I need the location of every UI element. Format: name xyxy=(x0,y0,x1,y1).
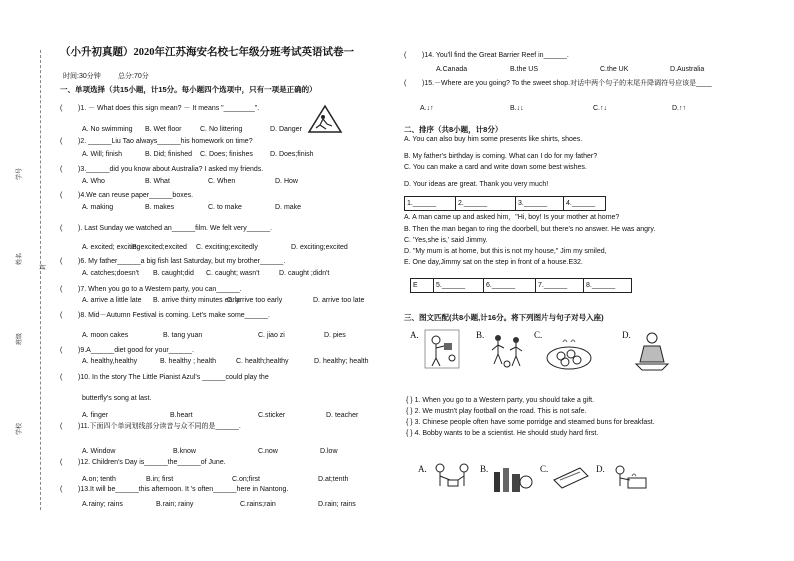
question-4-option-b[interactable]: B. makes xyxy=(145,204,175,211)
question-9-option-b[interactable]: B. healthy ; health xyxy=(160,358,217,365)
q15-option-a[interactable]: A.↓↑ xyxy=(420,105,434,112)
question-12-option-a[interactable]: A.on; tenth xyxy=(82,476,116,483)
binder-label-school: 学校 xyxy=(17,422,23,435)
question-10-option-b[interactable]: B.heart xyxy=(170,412,193,419)
question-3-stem xyxy=(60,164,263,175)
question-text: )11.下面四个单词划线部分读音与众不同的是______. xyxy=(78,423,241,430)
question-11-option-b[interactable]: B.know xyxy=(173,448,196,455)
binder-label-class: 班级 xyxy=(17,332,23,345)
question-text: )1. － What does this sign mean? － It means "________". xyxy=(78,105,260,112)
pic1-label-d: D. xyxy=(622,330,631,340)
question-11-stem xyxy=(60,421,241,432)
question-3-option-c[interactable]: C. When xyxy=(208,178,236,185)
question-11-option-d[interactable]: D.low xyxy=(320,448,338,455)
food-plate-icon xyxy=(552,462,590,490)
question-9-option-d[interactable]: D. healthy; health xyxy=(314,358,369,365)
question-13-option-a[interactable]: A.rainy; rains xyxy=(82,501,123,508)
chef-cooking-icon xyxy=(608,462,650,494)
question-13-option-c[interactable]: C.rains;rain xyxy=(240,501,276,508)
question-7-stem xyxy=(60,284,242,295)
pic2-label-d: D. xyxy=(596,464,605,474)
q15-options xyxy=(420,103,720,114)
question-8-option-c[interactable]: C. jiao zi xyxy=(258,332,285,339)
question-6-option-b[interactable]: B. caught;did xyxy=(153,270,194,277)
q15-row: ( )15.－Where are you going? To the sweet shop.对话中两个句子的末尾升降调符号应该是____ xyxy=(404,80,712,87)
answer-paren[interactable]: ( xyxy=(60,459,63,466)
steamed-buns-icon xyxy=(545,338,593,372)
question-text: )12. Children's Day is______the______of June. xyxy=(78,459,226,466)
order-cell[interactable]: 1.______ xyxy=(407,200,437,207)
question-13-stem xyxy=(60,484,288,495)
answer-paren[interactable]: ( xyxy=(60,105,63,112)
question-5-option-d[interactable]: D. exciting;excited xyxy=(291,244,348,251)
question-8-option-a[interactable]: A. moon cakes xyxy=(82,332,129,339)
binder-label-name: 姓名 xyxy=(17,252,23,265)
question-10-option-a[interactable]: A. finger xyxy=(82,412,109,419)
q15-option-b[interactable]: B.↓↓ xyxy=(510,105,524,112)
answer-paren[interactable]: ( xyxy=(60,423,63,430)
question-4-option-c[interactable]: C. to make xyxy=(208,204,242,211)
s2-line-c: C. You can make a card and write down some best wishes. xyxy=(404,164,587,171)
question-13-option-b[interactable]: B.rain; rainy xyxy=(156,501,194,508)
s2-story-b: B. Then the man began to ring the doorbell, but there's no answer. He was angry. xyxy=(404,226,656,233)
question-7-option-d[interactable]: D. arrive too late xyxy=(313,297,365,304)
order-cell[interactable]: 8.______ xyxy=(583,279,615,292)
pic1-label-c: C. xyxy=(534,330,543,340)
question-6-stem xyxy=(60,256,285,267)
answer-paren[interactable]: ( xyxy=(60,486,63,493)
order-cell[interactable]: 3.______ xyxy=(515,197,547,210)
q14-option-b[interactable]: B.the US xyxy=(510,66,539,73)
pic2-label-b: B. xyxy=(480,464,489,474)
answer-paren[interactable]: ( xyxy=(60,312,63,319)
question-2-option-a[interactable]: A. Will; finish xyxy=(82,151,123,158)
answer-paren[interactable]: ( xyxy=(60,166,63,173)
question-text: )10. In the story The Little Pianist Azul's ______could play the xyxy=(78,374,269,381)
question-12-option-b[interactable]: B.in; first xyxy=(146,476,174,483)
question-1-option-d[interactable]: D. Danger xyxy=(270,126,302,133)
question-text: )2. ______Liu Tao always______his homework on time? xyxy=(78,138,253,145)
question-text: )6. My father______a big fish last Saturday, but my brother______. xyxy=(78,258,286,265)
question-text: )8. Mid－Autumn Festival is coming. Let's make some______. xyxy=(78,312,270,319)
binder-strip xyxy=(0,40,58,540)
question-text: )9.A______diet good for your______. xyxy=(78,347,194,354)
question-3-option-a[interactable]: A. Who xyxy=(82,178,105,185)
question-12-option-c[interactable]: C.on;first xyxy=(232,476,261,483)
binder-seal-mark: 封 xyxy=(41,263,47,270)
question-1-option-b[interactable]: B. Wet floor xyxy=(145,126,182,133)
pic1-label-a: A. xyxy=(410,330,419,340)
question-1-option-c[interactable]: C. No littering xyxy=(200,126,243,133)
answer-paren[interactable]: ( xyxy=(60,374,63,381)
question-5-option-b[interactable]: B. excited;excited xyxy=(132,244,187,251)
question-10-option-d[interactable]: D. teacher xyxy=(326,412,359,419)
exam-time: 时间:30分钟 xyxy=(63,73,101,80)
football-players-icon xyxy=(488,330,528,370)
s2-line-b: B. My father's birthday is coming. What can I do for my father? xyxy=(404,153,598,160)
question-11-option-a[interactable]: A. Window xyxy=(82,448,116,455)
question-5-option-a[interactable]: A. excited; exciting xyxy=(82,244,141,251)
question-1-option-a[interactable]: A. No swimming xyxy=(82,126,133,133)
question-1-stem xyxy=(60,103,259,114)
match-sentence-3: { } 3. Chinese people often have some porridge and steamed buns for breakfast. xyxy=(406,419,655,426)
student-studying-icon xyxy=(632,328,672,372)
wet-floor-sign-icon xyxy=(307,104,343,134)
order-box-2[interactable] xyxy=(410,278,632,293)
question-12-stem xyxy=(60,457,226,468)
question-2-stem xyxy=(60,136,253,147)
s2-story-e: E. One day,Jimmy sat on the step in front of a house.E32. xyxy=(404,259,583,266)
match-sentence-1: { } 1. When you go to a Western party, you should take a gift. xyxy=(406,397,595,404)
question-7-option-a[interactable]: A. arrive a little late xyxy=(82,297,142,304)
party-gift-icon xyxy=(422,328,462,370)
question-3-option-d[interactable]: D. How xyxy=(275,178,298,185)
question-8-option-b[interactable]: B. tang yuan xyxy=(163,332,203,339)
question-10-option-c[interactable]: C.sticker xyxy=(258,412,286,419)
s2-story-c: C. 'Yes,she is,' said Jimmy. xyxy=(404,237,488,244)
bottles-icon xyxy=(490,460,534,496)
section3-heading: 三、图文匹配(共8小题,计16分。将下列图片与句子对号入座) xyxy=(404,313,604,322)
page-title: （小升初真题）2020年江苏海安名校七年级分班考试英语试卷一 xyxy=(60,47,354,58)
order-cell: E xyxy=(413,282,418,289)
tear-line xyxy=(40,50,41,510)
question-text: )13.It will be______this afternoon. It 's often______here in Nantong. xyxy=(78,486,289,493)
question-4-option-a[interactable]: A. making xyxy=(82,204,114,211)
question-5-option-c[interactable]: C. exciting;excitedly xyxy=(196,244,258,251)
question-4-option-d[interactable]: D. make xyxy=(275,204,302,211)
question-9-option-a[interactable]: A. healthy,healthy xyxy=(82,358,138,365)
order-cell[interactable]: 7.______ xyxy=(535,279,567,292)
question-4-stem xyxy=(60,190,193,201)
exam-score: 总分:70分 xyxy=(118,73,149,80)
question-9-stem xyxy=(60,345,194,356)
question-text: )4.We can reuse paper______boxes. xyxy=(78,192,194,199)
q14-option-c[interactable]: C.the UK xyxy=(600,66,629,73)
pic2-label-c: C. xyxy=(540,464,549,474)
s2-story-d: D. "My mum is at home, but this is not my house," Jim my smiled, xyxy=(404,248,607,255)
question-6-option-a[interactable]: A. catches;doesn't xyxy=(82,270,139,277)
s2-line-a: A. You can also buy him some presents like shirts, shoes. xyxy=(404,136,583,143)
question-2-option-c[interactable]: C. Does; finishes xyxy=(200,151,253,158)
question-12-option-d[interactable]: D.at;tenth xyxy=(318,476,349,483)
order-cell[interactable]: 2.______ xyxy=(455,197,487,210)
question-text: ). Last Sunday we watched an______film. We felt very______. xyxy=(78,225,273,232)
match-sentence-4: { } 4. Bobby wants to be a scientist. He should study hard first. xyxy=(406,430,599,437)
question-10-continued: butterfly's song at last. xyxy=(82,395,152,402)
q15-option-d[interactable]: D.↑↑ xyxy=(672,105,686,112)
q14-options xyxy=(436,64,736,75)
question-11-option-c[interactable]: C.now xyxy=(258,448,278,455)
question-13-option-d[interactable]: D.rain; rains xyxy=(318,501,356,508)
q14-stem: )14. You'll find the Great Barrier Reef in______. xyxy=(422,52,569,59)
question-2-option-b[interactable]: B. Did; finished xyxy=(145,151,193,158)
question-7-option-b[interactable]: B. arrive thirty minutes early xyxy=(153,297,240,304)
order-cell[interactable]: 6.______ xyxy=(483,279,515,292)
order-cell[interactable]: 5.______ xyxy=(433,279,465,292)
pic1-label-b: B. xyxy=(476,330,485,340)
binder-label-student-no: 学号 xyxy=(17,167,23,180)
question-9-option-c[interactable]: C. health;healthy xyxy=(236,358,289,365)
question-5-stem xyxy=(60,223,272,234)
q14-row: ( )14. You'll find the Great Barrier Reef in______. xyxy=(404,52,569,59)
answer-paren[interactable]: ( xyxy=(60,347,63,354)
section2-heading: 二、排序（共8小题，计8分） xyxy=(404,125,503,134)
match-sentence-2: { } 2. We mustn't play football on the road. This is not safe. xyxy=(406,408,587,415)
question-3-option-b[interactable]: B. What xyxy=(145,178,170,185)
question-10-stem xyxy=(60,372,269,383)
section1-heading: 一、单项选择（共15小题，计15分。每小题四个选项中，只有一项是正确的） xyxy=(60,85,317,94)
answer-paren[interactable]: ( xyxy=(60,138,63,145)
question-6-option-d[interactable]: D. caught ;didn't xyxy=(279,270,330,277)
question-6-option-c[interactable]: C. caught; wasn't xyxy=(206,270,260,277)
order-box-1[interactable] xyxy=(404,196,606,211)
question-8-stem xyxy=(60,310,270,321)
question-8-option-d[interactable]: D. pies xyxy=(324,332,346,339)
q14-option-d[interactable]: D.Australia xyxy=(670,66,705,73)
question-2-option-d[interactable]: D. Does;finish xyxy=(270,151,314,158)
answer-paren[interactable]: ( xyxy=(60,192,63,199)
answer-paren[interactable]: ( xyxy=(60,258,63,265)
pic2-label-a: A. xyxy=(418,464,427,474)
s2-line-d: D. Your ideas are great. Thank you very much! xyxy=(404,181,549,188)
q15-stem: )15.－Where are you going? To the sweet shop.对话中两个句子的末尾升降调符号应该是____ xyxy=(422,80,712,87)
answer-paren[interactable]: ( xyxy=(60,286,63,293)
question-7-option-c[interactable]: C. arrive too early xyxy=(227,297,283,304)
answer-paren[interactable]: ( xyxy=(60,225,63,232)
question-text: )7. When you go to a Western party, you can______. xyxy=(78,286,242,293)
chess-game-icon xyxy=(430,460,474,496)
order-cell[interactable]: 4.______ xyxy=(563,197,595,210)
q15-option-c[interactable]: C.↑↓ xyxy=(593,105,607,112)
question-text: )3.______did you know about Australia? I asked my friends. xyxy=(78,166,264,173)
s2-story-a: A. A man came up and asked him，"Hi, boy! Is your mother at home? xyxy=(404,214,620,221)
q14-option-a[interactable]: A.Canada xyxy=(436,66,468,73)
